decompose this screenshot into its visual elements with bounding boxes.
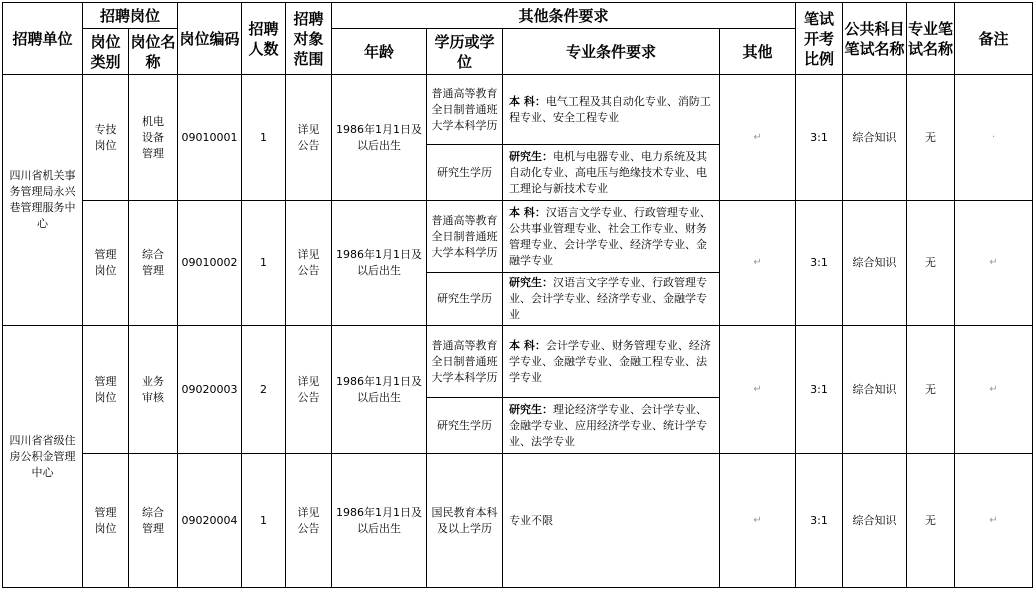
pro-exam-cell: 无 (907, 201, 955, 326)
post-type-cell: 管理岗位 (83, 454, 129, 588)
post-name-cell: 综合管理 (129, 201, 178, 326)
major-text: 理论经济学专业、会计学专业、金融学专业、应用经济学专业、统计学专业、法学专业 (509, 402, 708, 448)
remark-cell: ↵ (955, 454, 1033, 588)
header-post-type: 岗位类别 (83, 29, 129, 75)
ratio-cell: 3:1 (796, 201, 843, 326)
other-cell: ↵ (720, 75, 796, 201)
header-post-name: 岗位名称 (129, 29, 178, 75)
major-label: 本 科： (509, 94, 546, 108)
unit-cell: 四川省省级住房公积金管理中心 (3, 326, 83, 588)
edu-cell: 国民教育本科及以上学历 (427, 454, 503, 588)
scope-cell: 详见公告 (286, 326, 332, 454)
header-pro-exam: 专业笔试名称 (907, 3, 955, 75)
major-cell (503, 145, 720, 201)
header-cond-group: 其他条件要求 (332, 3, 796, 29)
edu-cell: 研究生学历 (427, 145, 503, 201)
scope-cell: 详见公告 (286, 454, 332, 588)
table-row (3, 454, 1033, 588)
table-row (3, 201, 1033, 273)
header-unit: 招聘单位 (3, 3, 83, 75)
recruitment-table (2, 2, 1033, 588)
unit-cell: 四川省机关事务管理局永兴巷管理服务中心 (3, 75, 83, 326)
count-cell: 1 (242, 201, 286, 326)
other-cell: ↵ (720, 454, 796, 588)
edu-cell: 普通高等教育全日制普通班大学本科学历 (427, 75, 503, 145)
header-scope: 招聘对象范围 (286, 3, 332, 75)
post-code-cell: 09020004 (178, 454, 242, 588)
major-label: 研究生： (509, 402, 554, 416)
header-edu: 学历或学位 (427, 29, 503, 75)
header-post-code: 岗位编码 (178, 3, 242, 75)
remark-cell: · (955, 75, 1033, 201)
table-row (3, 75, 1033, 145)
post-name-cell: 机电设备管理 (129, 75, 178, 201)
ratio-cell: 3:1 (796, 454, 843, 588)
post-type-cell: 管理岗位 (83, 326, 129, 454)
post-type-cell: 管理岗位 (83, 201, 129, 326)
major-label: 本 科： (509, 338, 546, 352)
major-label: 本 科： (509, 205, 546, 219)
pro-exam-cell: 无 (907, 326, 955, 454)
post-code-cell: 09020003 (178, 326, 242, 454)
header-age: 年龄 (332, 29, 427, 75)
edu-cell: 普通高等教育全日制普通班大学本科学历 (427, 201, 503, 273)
other-cell: ↵ (720, 326, 796, 454)
major-cell (503, 273, 720, 326)
count-cell: 2 (242, 326, 286, 454)
age-cell: 1986年1月1日及以后出生 (332, 201, 427, 326)
pub-exam-cell: 综合知识 (843, 75, 907, 201)
age-cell: 1986年1月1日及以后出生 (332, 326, 427, 454)
pro-exam-cell: 无 (907, 454, 955, 588)
major-cell (503, 398, 720, 454)
table-row (3, 326, 1033, 398)
post-code-cell: 09010002 (178, 201, 242, 326)
post-name-cell: 业务审核 (129, 326, 178, 454)
major-label: 研究生： (509, 276, 554, 289)
header-ratio: 笔试开考比例 (796, 3, 843, 75)
edu-cell: 研究生学历 (427, 398, 503, 454)
major-text: 汉语言文学专业、行政管理专业、公共事业管理专业、社会工作专业、财务管理专业、会计学专业、经济学专业、金融学专业 (509, 205, 711, 267)
header-count: 招聘人数 (242, 3, 286, 75)
post-type-cell: 专技岗位 (83, 75, 129, 201)
pub-exam-cell: 综合知识 (843, 454, 907, 588)
scope-cell: 详见公告 (286, 201, 332, 326)
remark-cell: ↵ (955, 201, 1033, 326)
major-cell (503, 326, 720, 398)
major-text: 电气工程及其自动化专业、消防工程专业、安全工程专业 (509, 94, 711, 124)
header-major: 专业条件要求 (503, 29, 720, 75)
major-text: 汉语言文字学专业、行政管理专业、会计学专业、经济学专业、金融学专业 (509, 276, 708, 321)
edu-cell: 研究生学历 (427, 273, 503, 326)
pro-exam-cell: 无 (907, 75, 955, 201)
age-cell: 1986年1月1日及以后出生 (332, 454, 427, 588)
major-text: 会计学专业、财务管理专业、经济学专业、金融学专业、金融工程专业、法学专业 (509, 338, 711, 384)
remark-cell: ↵ (955, 326, 1033, 454)
other-cell: ↵ (720, 201, 796, 326)
header-remark: 备注 (955, 3, 1033, 75)
count-cell: 1 (242, 454, 286, 588)
major-cell (503, 75, 720, 145)
header-pub-exam: 公共科目笔试名称 (843, 3, 907, 75)
pub-exam-cell: 综合知识 (843, 201, 907, 326)
major-cell: 专业不限 (503, 454, 720, 588)
ratio-cell: 3:1 (796, 326, 843, 454)
pub-exam-cell: 综合知识 (843, 326, 907, 454)
count-cell: 1 (242, 75, 286, 201)
ratio-cell: 3:1 (796, 75, 843, 201)
post-code-cell: 09010001 (178, 75, 242, 201)
scope-cell: 详见公告 (286, 75, 332, 201)
edu-cell: 普通高等教育全日制普通班大学本科学历 (427, 326, 503, 398)
header-other: 其他 (720, 29, 796, 75)
header-post-group: 招聘岗位 (83, 3, 178, 29)
post-name-cell: 综合管理 (129, 454, 178, 588)
major-text: 电机与电器专业、电力系统及其自动化专业、高电压与绝缘技术专业、电工理论与新技术专业 (509, 149, 708, 195)
major-cell (503, 201, 720, 273)
major-label: 研究生： (509, 149, 554, 163)
age-cell: 1986年1月1日及以后出生 (332, 75, 427, 201)
